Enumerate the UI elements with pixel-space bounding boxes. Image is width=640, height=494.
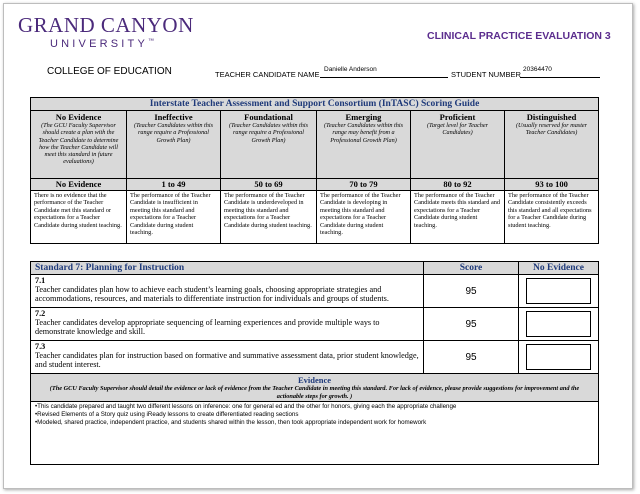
level-description: The performance of the Teacher Candidate is insufficient in meeting this standard and expectations for a Teacher Candidate during student teaching. — [127, 191, 221, 244]
table-row — [31, 341, 599, 374]
level-description: The performance of the Teacher Candidate meets this standard and expectations for a Teacher Candidate during student teaching. — [411, 191, 505, 244]
evidence-line: •Revised Elements of a Story quiz using iReady lessons to create differentiated reading sections — [35, 411, 299, 419]
level-note: (Target level for Teacher Candidates) — [426, 122, 488, 137]
level-range: 50 to 69 — [221, 179, 317, 191]
criterion-text: Teacher candidates plan for instruction based on formative and summative assessment data, prior student knowledge, and student interest. — [35, 351, 419, 370]
level-name: Proficient — [439, 112, 476, 122]
form-title: CLINICAL PRACTICE EVALUATION 3 — [427, 30, 611, 42]
candidate-name-field[interactable]: Danielle Anderson — [320, 66, 448, 78]
level-name: No Evidence — [55, 112, 102, 122]
criterion-7-3 — [31, 341, 424, 374]
level-description: There is no evidence that the performance of the Teacher Candidate met this standard or expectations for a Teacher Candidate during student teaching. — [31, 191, 127, 244]
no-evidence-checkbox[interactable] — [526, 278, 591, 304]
level-header-proficient — [411, 111, 505, 179]
no-evidence-cell — [519, 275, 599, 308]
score-field[interactable]: 95 — [424, 308, 519, 341]
standard-title: Standard 7: Planning for Instruction — [31, 262, 424, 275]
table-row — [31, 275, 599, 308]
level-name: Emerging — [345, 112, 382, 122]
score-column-header: Score — [424, 262, 519, 275]
level-name: Distinguished — [526, 112, 577, 122]
trademark-mark: ™ — [148, 38, 155, 45]
scoring-guide-title: Interstate Teacher Assessment and Support Consortium (InTASC) Scoring Guide — [31, 98, 599, 111]
level-description: The performance of the Teacher Candidate consistently exceeds this standard and all expectations for a Teacher Candidate during student teaching. — [505, 191, 599, 244]
no-evidence-checkbox[interactable] — [526, 344, 591, 370]
level-header-distinguished — [505, 111, 599, 179]
level-range: 80 to 92 — [411, 179, 505, 191]
standard-7-table — [30, 261, 599, 465]
scoring-guide-table — [30, 97, 599, 244]
level-header-emerging — [317, 111, 411, 179]
level-name: Foundational — [244, 112, 293, 122]
level-range: 70 to 79 — [317, 179, 411, 191]
student-number-field[interactable]: 20364470 — [520, 66, 600, 78]
evidence-title: Evidence — [297, 375, 332, 385]
criterion-number: 7.1 — [35, 276, 46, 285]
level-description: The performance of the Teacher Candidate is developing in meeting this standard and expectations for a Teacher Candidate during student teaching. — [317, 191, 411, 244]
score-field[interactable]: 95 — [424, 341, 519, 374]
criterion-number: 7.3 — [35, 342, 46, 351]
score-field[interactable]: 95 — [424, 275, 519, 308]
logo-subtitle-text: UNIVERSITY — [50, 38, 149, 50]
criterion-text: Teacher candidates plan how to achieve each student’s learning goals, choosing appropriate strategies and accommodations, resources, and materials to differentiate instruction for individuals and groups of students. — [35, 285, 389, 304]
no-evidence-checkbox[interactable] — [526, 311, 591, 337]
criterion-7-1 — [31, 275, 424, 308]
level-header-no-evidence — [31, 111, 127, 179]
level-range: 93 to 100 — [505, 179, 599, 191]
no-evidence-cell — [519, 308, 599, 341]
level-range: No Evidence — [31, 179, 127, 191]
candidate-name-label: TEACHER CANDIDATE NAME — [215, 70, 320, 79]
evidence-field[interactable] — [31, 402, 599, 465]
student-number-label: STUDENT NUMBER — [451, 70, 521, 79]
level-note: (Teacher Candidates within this range require a Professional Growth Plan) — [228, 122, 308, 144]
criterion-number: 7.2 — [35, 309, 46, 318]
level-range: 1 to 49 — [127, 179, 221, 191]
criterion-7-2 — [31, 308, 424, 341]
evidence-line: •This candidate prepared and taught two different lessons on inference: one for general ed and the other for honors, giving each the appropriate challenge — [35, 403, 457, 411]
level-note: (Teacher Candidates within this range may benefit from a Professional Growth Plan) — [323, 122, 403, 144]
level-name: Ineffective — [154, 112, 193, 122]
no-evidence-cell — [519, 341, 599, 374]
level-header-foundational — [221, 111, 317, 179]
evidence-instructions: (The GCU Faculty Supervisor should detail the evidence or lack of evidence from the Teacher Candidate in meeting this standard. For lack of evidence, please provide suggestions for improvement and the actionable steps for growth. ) — [49, 385, 580, 400]
level-note: (Usually reserved for master Teacher Candidates) — [515, 122, 588, 137]
university-logo-subtitle — [50, 38, 154, 50]
table-row — [31, 308, 599, 341]
university-logo-name: GRAND CANYON — [18, 13, 194, 37]
evidence-line: •Modeled, shared practice, independent practice, and students shared within the lesson, then took appropriate independent work for homework — [35, 419, 427, 427]
level-description: The performance of the Teacher Candidate is underdeveloped in meeting this standard and expectations for a Teacher Candidate during student teaching. — [221, 191, 317, 244]
criterion-text: Teacher candidates develop appropriate sequencing of learning experiences and provide multiple ways to demonstrate knowledge and skill. — [35, 318, 380, 337]
college-name: COLLEGE OF EDUCATION — [47, 66, 172, 77]
level-note: (The GCU Faculty Supervisor should create a plan with the Teacher Candidate to determine how the Teacher Candidate will meet this standard in future evaluations) — [38, 122, 119, 166]
evidence-header — [31, 374, 599, 402]
level-header-ineffective — [127, 111, 221, 179]
level-note: (Teacher Candidates within this range require a Professional Growth Plan) — [133, 122, 213, 144]
no-evidence-column-header: No Evidence — [519, 262, 599, 275]
